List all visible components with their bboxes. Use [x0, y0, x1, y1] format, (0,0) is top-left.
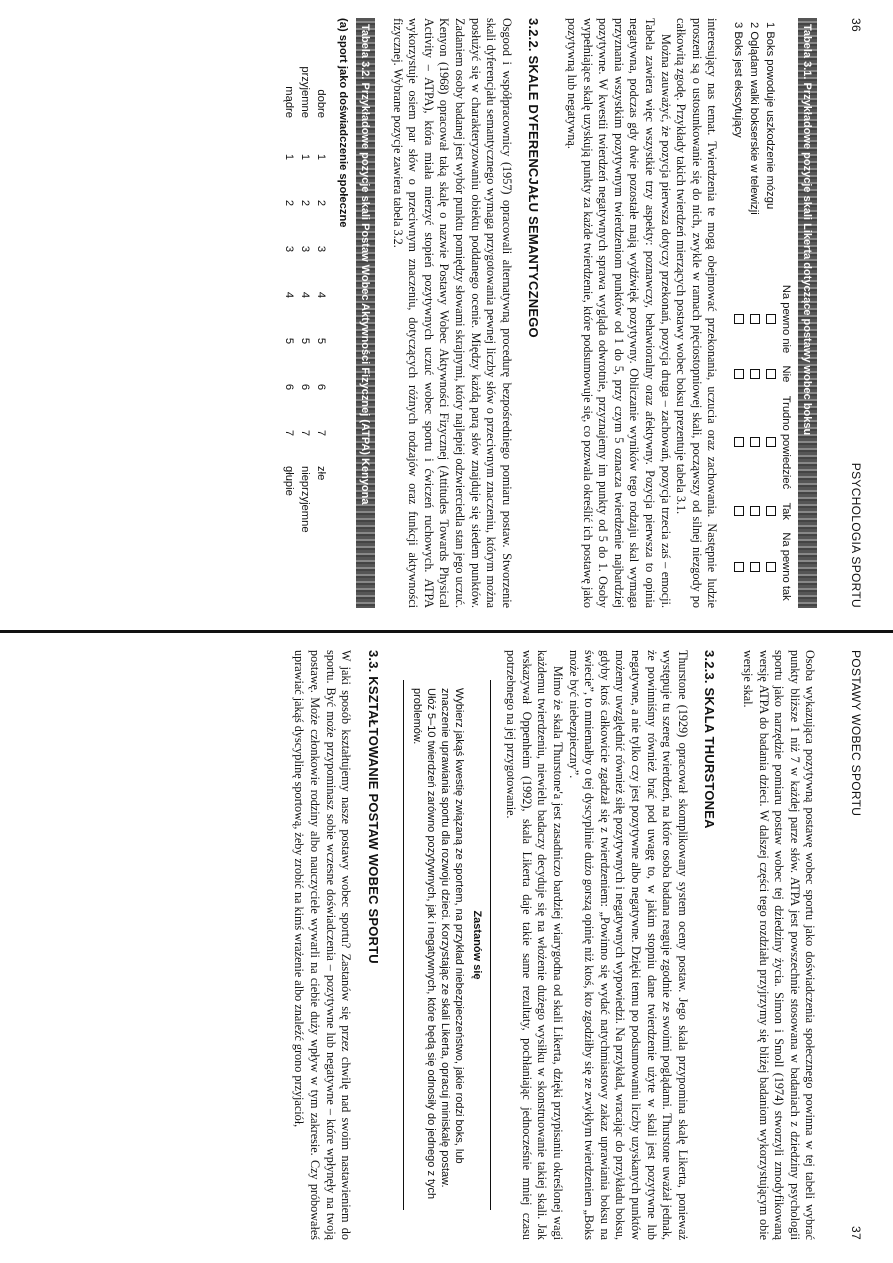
checkbox [750, 506, 760, 516]
page-number: 36 [849, 18, 863, 32]
checkbox [750, 437, 760, 447]
checkbox [750, 369, 760, 379]
reflection-box-title: Zastanów się [470, 910, 483, 980]
likert-header-cell: Na pewno tak [780, 532, 793, 601]
scale-number: 1 [299, 153, 312, 161]
running-header [847, 650, 863, 1240]
likert-item-label: 3 Boks jest ekscytujący [731, 22, 744, 138]
scale-number: 4 [283, 291, 296, 299]
paragraph: W jaki sposób kształtujemy nasze postawy wobec sportu? Zastanów się przez chwilę nad swoim nastawieniem do sportu. Być może przypominasz sobie wczesne doświadczenia – pozytywne lub negatywne – które wpłynęły na twoją postawę. Może członkowie rodziny albo nauczyciele wywarli na ciebie duży wpływ w tym zakresie. Czy próbowałeś uprawiać jakąś dyscyplinę sportową, żeby zrobić na kimś wrażenie albo znaleźć grono przyjaciół, [292, 650, 354, 1240]
scale-number: 4 [299, 291, 312, 299]
semantic-right-word: nieprzyjemne [299, 466, 312, 533]
paragraph: Mimo że skala Thurstone'a jest zasadniczo bardziej wiarygodna od skali Likerta, dzięki przypisaniu określonej wagi każdemu twierdzeniu, niewielu badaczy decyduje się na włożenie dużego wysiłku w skonstruowanie takiej skali. Jak wskazywał Oppenheim (1992), skala Likerta daje takie same rezultaty, pochłaniając jednocześnie mniej czasu potrzebnego na jej przygotowanie. [504, 650, 566, 1240]
page-37-half [0, 632, 893, 1263]
semantic-right-word: głupie [283, 466, 296, 496]
checkbox [766, 562, 776, 572]
semantic-row [297, 18, 313, 608]
paragraph: Można zauważyć, że pozycja pierwsza dotyczy przekonań, pozycja druga – zachowań, pozycja trzecia zaś – emocji. Tabela zawiera więc wszystkie trzy aspekty: poznawczy, behawioralny oraz afektywny. Pozycja pierwsza to opinia negatywna, podczas gdy dwie pozostałe mają wydźwięk pozytywny. Obliczanie wyników tego rodzaju skal wymaga przyznania wszystkim pozytywnym twierdzeniom punktów od 1 do 5, przy czym 5 oznacza twierdzenie najbardziej pozytywne. W kwestii twierdzeń negatywnych sprawa wygląda odwrotnie, przyznajemy im punkty od 5 do 1. Osoby wypełniające skalę uzyskują punkty za każde twierdzenie, które podsumowuje się, co pozwala określić ich postawę jako pozytywną lub negatywną. [565, 18, 673, 608]
likert-header-cell: Na pewno nie [780, 284, 793, 354]
reflection-box [403, 680, 491, 1210]
checkbox [734, 314, 744, 324]
semantic-right-word: złe [315, 466, 328, 481]
scale-number: 1 [315, 153, 328, 161]
section-heading: 3.3. KSZTAŁTOWANIE POSTAW WOBEC SPORTU [365, 650, 381, 964]
likert-header-blank [777, 18, 792, 278]
page-number: 37 [849, 1226, 863, 1240]
scale-number: 5 [315, 337, 328, 345]
scale-number: 7 [315, 429, 328, 437]
scale-number: 3 [315, 245, 328, 253]
likert-item-label: 1 Boks powoduje uszkodzenie mózgu [763, 22, 776, 210]
page-37 [63, 650, 863, 1240]
likert-item-row [745, 18, 761, 608]
checkbox [766, 506, 776, 516]
scale-number: 6 [283, 383, 296, 391]
paragraph: Osgood i współpracownicy (1957) opracowali alternatywną procedurę bezpośredniego pomiaru postaw. Stworzenie skali dyferencjału semantycznego wymaga przygotowania pewnej liczby słów o przeciwnym znaczeniu, którym można posłużyć się w charakteryzowaniu obiektu poddanego ocenie. Między każdą parą słów znajduje się siedem punktów. Zadaniem osoby badanej jest wybór punktu pomiędzy słowami skrajnymi, który najlepiej odzwierciedla stan jego uczuć. Kenyon (1968) opracował taką skalę o nazwie Postawy Wobec Aktywności Fizycznej (Attitudes Towards Physical Activity – ATPA), która miała mierzyć stopień pozytywnych uczuć wobec sportu i ćwiczeń ruchowych. ATPA wykorzystuje osiem par słów o przeciwnym znaczeniu, dotyczących różnych rodzajów oraz funkcji aktywności fizycznej. Wybrane pozycje zawiera tabela 3.2. [390, 18, 514, 608]
likert-table [729, 18, 792, 608]
table-3-1-caption: Tabela 3.1. Przykładowe pozycje skali Likerta dotyczące postawy wobec boksu [798, 18, 817, 608]
page-37-rotated [0, 632, 893, 1263]
checkbox [734, 506, 744, 516]
semantic-left-word: dobre [315, 89, 328, 118]
paragraph: interesujący nas temat. Twierdzenia te mogą obejmować przekonania, uczucia oraz zachowania. Następnie ludzie proszeni są o ustosunkowanie się do nich, zwykle w ramach pięciostopniowej skali, począwszy od silnej niezgody po całkowitą zgodę. Przykłady takich twierdzeń mierzących postawy wobec boksu prezentuje tabela 3.1. [674, 18, 720, 608]
semantic-differential [281, 18, 351, 608]
checkbox [734, 369, 744, 379]
section-heading: 3.2.2. SKALE DYFERENCJAŁU SEMANTYCZNEGO [526, 18, 542, 338]
semantic-row [313, 18, 329, 608]
likert-header-cell: Tak [780, 502, 793, 520]
reflection-box-text: Wybierz jakąś kwestię związaną ze sportem, na przykład niebezpieczeństwo, jakie rodzi boks, lub znaczenie uprawiania sportu dla rozwoju dzieci. Korzystając ze skali Likerta, opracuj miniskalę postaw. Ułóż 5–10 twierdzeń zarówno pozytywnych, jak i negatywnych, które będą się odnosiły do jednego z tych problemów. [410, 688, 465, 1200]
likert-item-label: 2 Oglądam walki bokserskie w telewizji [747, 22, 760, 215]
likert-header-row [777, 18, 792, 608]
scale-number: 5 [299, 337, 312, 345]
checkbox [750, 562, 760, 572]
table-3-2-caption: Tabela 3.2. Przykładowe pozycje skali Postaw Wobec Aktywności Fizycznej (ATPA) Kenyona [356, 18, 375, 608]
likert-item-row [761, 18, 777, 608]
checkbox [734, 562, 744, 572]
paragraph: Thurstone (1929) opracował skomplikowany system oceny postaw. Jego skala przypomina skalę Likerta, ponieważ występuje tu szereg twierdzeń, na które osoba badana reaguje zgodnie ze swoimi poglądami. Thurstone uważał jednak, że powinniśmy również brać pod uwagę to, w jakim stopniu dane twierdzenie użyte w skali jest pozytywne lub negatywne, a nie tylko czy jest pozytywne albo negatywne. Dzięki temu po podsumowaniu liczby uzyskanych punktów możemy uwzględnić również siłę pozytywnych i negatywnych wypowiedzi. Na przykład, wracając do przykładu boksu, gdyby ktoś całkowicie zgadzał się z twierdzeniem: „Powinno się wydać natychmiastowy zakaz uprawiania boksu na świecie”, to mniemałby o tej dyscyplinie dużo gorszą opinię niż ktoś, kto zgodziłby się ze zwykłym twierdzeniem „Boks może być niebezpieczny”. [566, 650, 690, 1240]
semantic-row [281, 18, 297, 608]
likert-header-cell: Trudno powiedzieć [780, 395, 793, 490]
likert-item-row [729, 18, 745, 608]
scale-number: 1 [283, 153, 296, 161]
scale-number: 7 [283, 429, 296, 437]
checkbox [750, 314, 760, 324]
running-head-title: PSYCHOLOGIA SPORTU [849, 462, 863, 608]
checkbox [734, 437, 744, 447]
scale-number: 2 [315, 199, 328, 207]
checkbox [766, 369, 776, 379]
likert-header-cell: Nie [780, 365, 793, 383]
scale-number: 2 [283, 199, 296, 207]
scale-number: 3 [299, 245, 312, 253]
running-header [847, 18, 863, 608]
scale-number: 6 [299, 383, 312, 391]
section-heading: 3.2.3. SKALA THURSTONEA [702, 650, 718, 829]
scale-number: 4 [315, 291, 328, 299]
scale-number: 3 [283, 245, 296, 253]
semantic-left-word: przyjemne [299, 66, 312, 118]
running-head-title: POSTAWY WOBEC SPORTU [849, 650, 863, 817]
scale-number: 6 [315, 383, 328, 391]
semantic-title: (a) sport jako doświadczenie społeczne [337, 18, 350, 228]
scale-number: 7 [299, 429, 312, 437]
page-36 [63, 18, 863, 608]
paragraph: Osoba wykazująca pozytywną postawę wobec sportu jako doświadczenia społecznego powinna w tej tabeli wybrać punkty bliższe 1 niż 7 w każdej parze słów. ATPA jest powszechnie stosowana w badaniach z dziedziny psychologii sportu jako narzędzie pomiaru postaw wobec tej dziedziny życia. Simon i Smoll (1974) stworzyli zmodyfikowaną wersję ATPA do badania dzieci. W dalszej części tego rozdziału przyjrzymy się bliżej badaniom wykorzystującym obie wersje skal. [741, 650, 818, 1240]
scale-number: 5 [283, 337, 296, 345]
semantic-left-word: mądre [283, 86, 296, 118]
checkbox [766, 314, 776, 324]
checkbox [766, 437, 776, 447]
scale-number: 2 [299, 199, 312, 207]
